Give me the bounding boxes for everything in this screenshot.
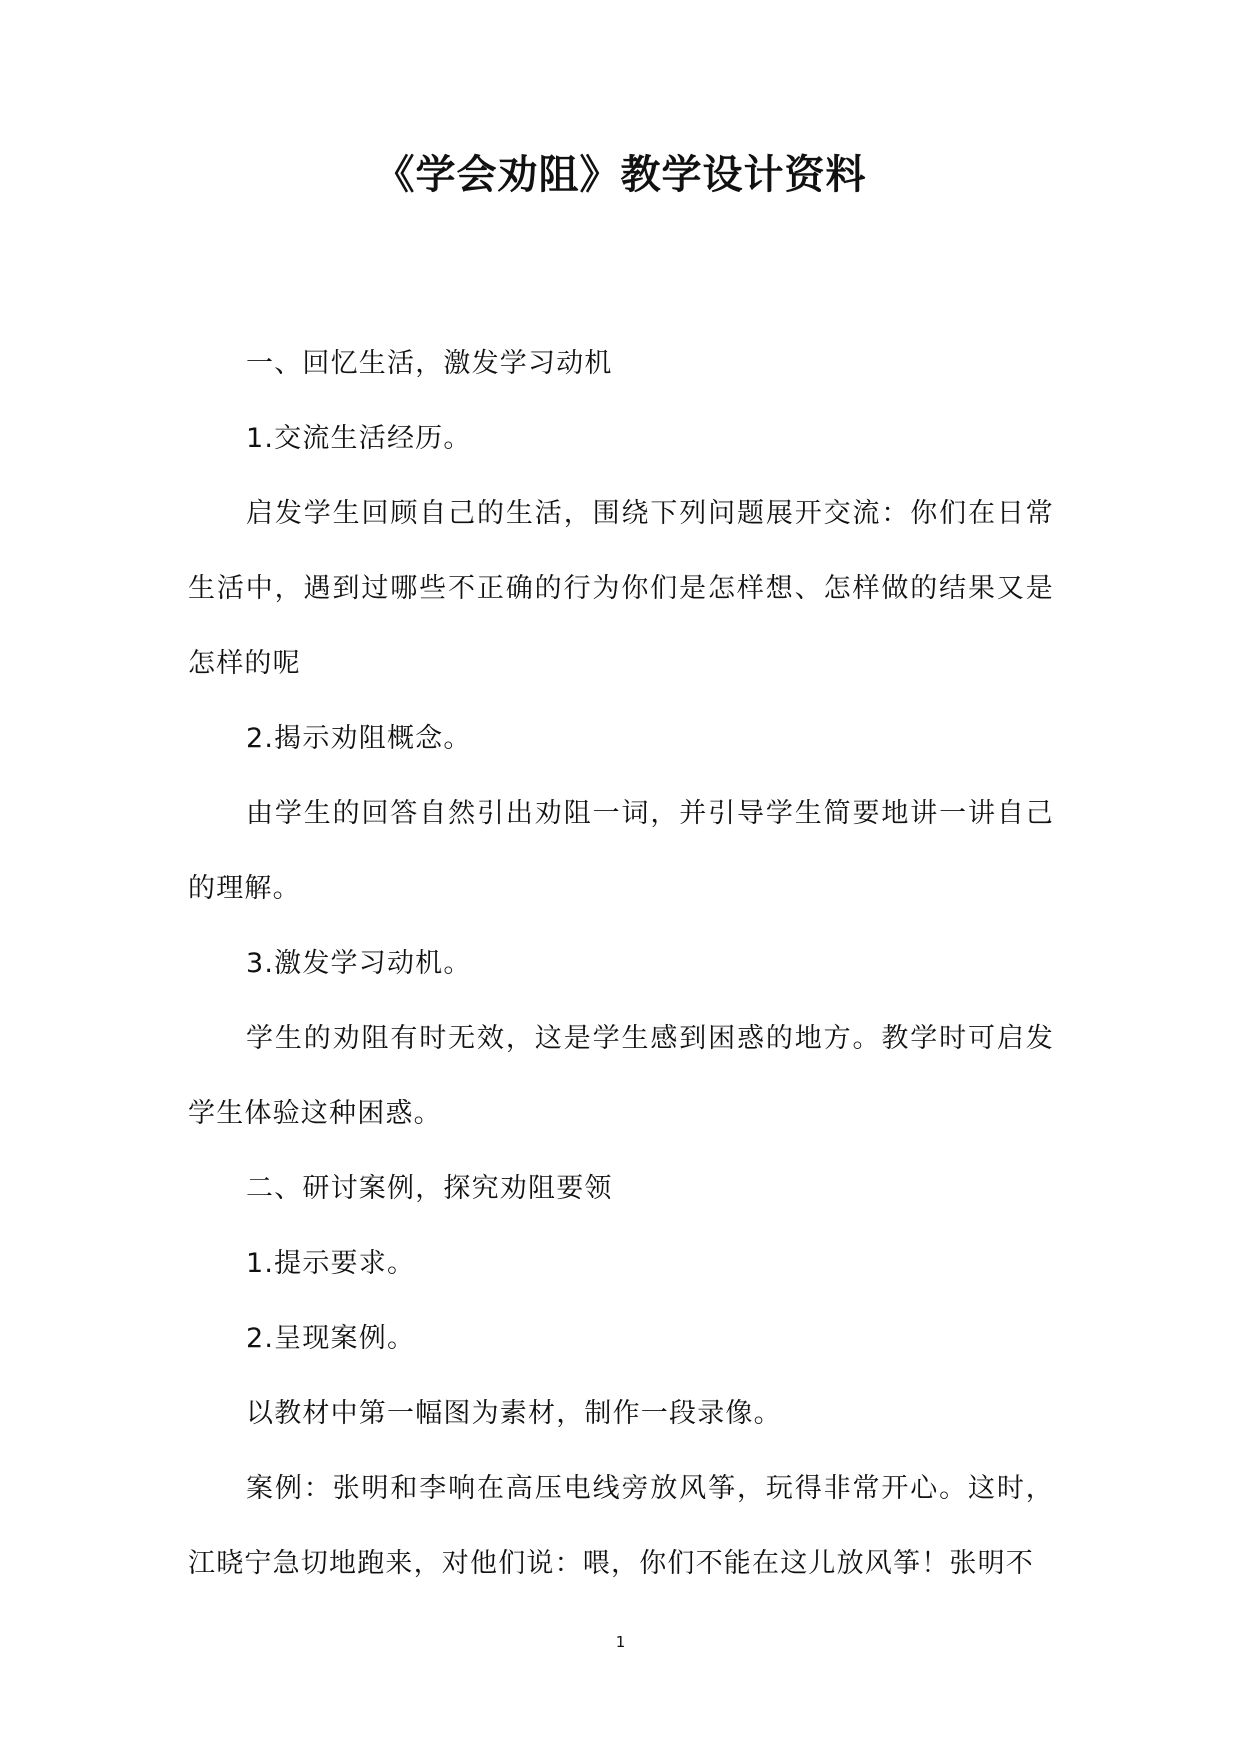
paragraph-text: 启发学生回顾自己的生活，围绕下列问题展开交流：你们在日常生活中，遇到过哪些不正确的行为你们是怎样想、怎样做的结果又是怎样的呢: [188, 498, 1054, 679]
paragraph-text: 由学生的回答自然引出劝阻一词，并引导学生简要地讲一讲自己的理解。: [188, 798, 1054, 904]
paragraph-item-1-1: 1.交流生活经历。: [246, 423, 472, 454]
document-title: 《学会劝阻》教学设计资料: [374, 151, 867, 198]
paragraph-text: 案例：张明和李响在高压电线旁放风筝，玩得非常开心。这时，江晓宁急切地跑来，对他们说：喂，你们不能在这儿放风筝！张明不: [188, 1473, 1054, 1579]
paragraph-item-2-1: 1.提示要求。: [246, 1248, 416, 1279]
paragraph-text: 学生的劝阻有时无效，这是学生感到困惑的地方。教学时可启发学生体验这种困惑。: [188, 1023, 1054, 1129]
paragraph-heading-1: 一、回忆生活，激发学习动机: [246, 348, 613, 379]
paragraph-text: 以教材中第一幅图为素材，制作一段录像。: [246, 1398, 782, 1429]
paragraph-heading-2: 二、研讨案例，探究劝阻要领: [246, 1173, 613, 1204]
paragraph-item-1-3: 3.激发学习动机。: [246, 948, 472, 979]
page-number: 1: [615, 1633, 626, 1651]
paragraph-item-2-2: 2.呈现案例。: [246, 1323, 416, 1354]
document-body: [188, 326, 1054, 1601]
paragraph-item-1-2: 2.揭示劝阻概念。: [246, 723, 472, 754]
